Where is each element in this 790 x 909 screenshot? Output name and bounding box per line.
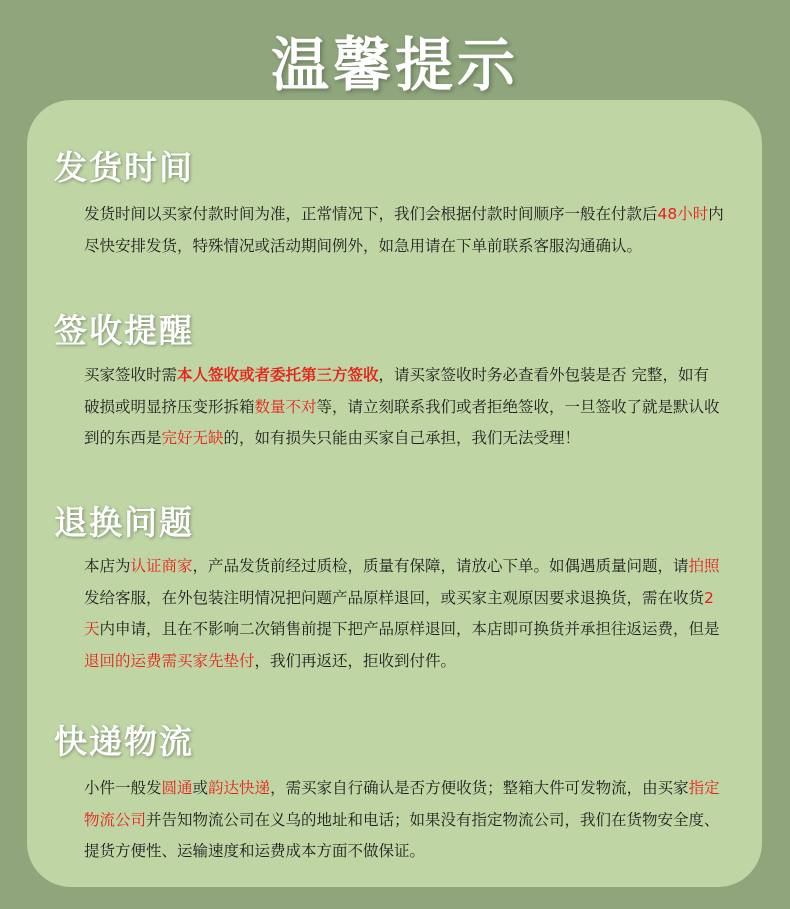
text-segment: 并告知物流公司在义乌的地址和电话；如果没有指定物流公司，我们在货物安全度、提货方便性、运输速度和运费成本方面不做保证。	[84, 810, 720, 861]
text-segment: 等，请立刻联系我们或者拒绝签收，一旦签收了就是默认收到的东西是	[84, 397, 720, 448]
highlight-text: 2天	[84, 588, 714, 639]
page-title: 温馨提示	[270, 31, 519, 99]
highlight-text: 圆通	[161, 779, 193, 797]
section-heading-receipt: 签收提醒	[54, 311, 194, 350]
section-body-logistics	[84, 773, 724, 868]
section-body-receipt	[84, 360, 724, 455]
highlight-text: 本人签收或者委托第三方签收	[177, 366, 379, 384]
highlight-text: 韵达快递	[208, 779, 271, 797]
highlight-text: 指定物流公司	[84, 779, 720, 829]
text-segment: 内申请，且在不影响二次销售前提下把产品原样退回，本店即可换货并承担往返运费，但是	[99, 620, 720, 639]
text-segment: ，我们再返还，拒收到付件。	[254, 651, 457, 670]
section-body-returns	[84, 551, 724, 677]
highlight-text: 完好无缺	[161, 429, 224, 448]
text-segment: 内尽快安排发货，特殊情况或活动期间例外，如急用请在下单前联系客服沟通确认。	[84, 205, 724, 255]
text-segment: ，请买家签收时务必查看外包装是否 完整，如有破损或明显挤压变形拆箱	[84, 366, 709, 416]
section-heading-returns: 退换问题	[54, 503, 194, 542]
section-body-shipping	[84, 199, 724, 262]
highlight-text: 退回的运费需买家先垫付	[84, 651, 255, 670]
text-segment: 或	[192, 779, 209, 797]
highlight-text: 拍照	[688, 557, 720, 575]
text-segment: 的，如有损失只能由买家自己承担，我们无法受理！	[223, 429, 581, 448]
highlight-text: 48小时	[657, 205, 709, 223]
section-heading-shipping: 发货时间	[54, 148, 194, 187]
highlight-text: 数量不对	[254, 397, 317, 416]
text-segment: 小件一般发	[84, 779, 162, 797]
highlight-text: 认证商家	[130, 557, 193, 575]
text-segment: 发货时间以买家付款时间为准，正常情况下，我们会根据付款时间顺序一般在付款后	[84, 205, 658, 223]
text-segment: ，产品发货前经过质检，质量有保障，请放心下单。如偶遇质量问题，请	[192, 557, 689, 575]
text-segment: ，需买家自行确认是否方便收货；整箱大件可发物流，由买家	[270, 779, 689, 797]
section-heading-logistics: 快递物流	[54, 722, 194, 761]
text-segment: 本店为	[84, 557, 131, 575]
text-segment: 买家签收时需	[84, 366, 178, 384]
text-segment: 发给客服，在外包装注明情况把问题产品原样退回，或买家主观原因要求退换货，需在收货	[84, 588, 705, 607]
